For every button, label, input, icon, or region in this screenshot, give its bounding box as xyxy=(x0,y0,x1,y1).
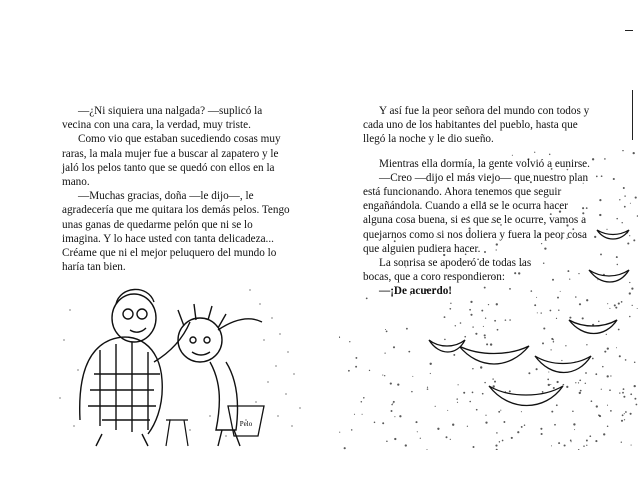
page-edge-mark-top xyxy=(625,30,633,31)
left-paragraph-1: —¿Ni siquiera una nalgada? —suplicó la vecina con una cara, la verdad, muy triste. xyxy=(62,105,263,132)
left-paragraph-3: —Muchas gracias, doña —le dijo—, le agradecería que me quitara los demás pelos. Tengo unas ganas de quedarme pelón que ni se lo imagina. Y lo hace usted con tanta delicadeza... Créame que ni el mejor peluquero del mundo lo haría tan bien. xyxy=(62,190,290,274)
woman-figure xyxy=(80,289,190,446)
bucket-label: Pelo xyxy=(239,420,253,428)
right-paragraph-1: Y así fue la peor señora del mundo con todos y cada uno de los habitantes del pueblo, hasta que llegó la noche y le dio sueño. xyxy=(363,105,590,146)
left-paragraph-2: Como vio que estaban sucediendo cosas muy raras, la mala mujer fue a buscar al zapatero y le jaló los pelos tanto que se quedó con ellos en la mano. xyxy=(62,133,281,189)
stool xyxy=(166,420,188,446)
right-paragraph-3: —Creo —dijo el más viejo— que nuestro plan está funcionando. Ahora tenemos que seguir engañándola. Cuando a ella se le ocurra hacer alguna cosa buena, si es que se le ocurre, vamos a quejarnos como si nos doliera y fuera la peor cosa que alguien pudiera hacer. xyxy=(363,171,589,255)
stipple-shading xyxy=(59,289,301,437)
hair-bucket xyxy=(228,406,264,436)
right-paragraph-2: Mientras ella dormía, la gente volvió a eunirse. xyxy=(379,157,590,170)
illustration-hair-pulling xyxy=(50,270,312,450)
right-paragraph-5: —¡De acuerdo! xyxy=(379,285,453,298)
left-page-text xyxy=(62,104,294,274)
page-edge-line xyxy=(632,90,633,140)
right-page xyxy=(319,0,638,479)
right-paragraph-4: La sonrisa se apoderó de todas las bocas, que a coro respondieron: xyxy=(363,257,532,284)
right-page-text xyxy=(363,104,599,299)
